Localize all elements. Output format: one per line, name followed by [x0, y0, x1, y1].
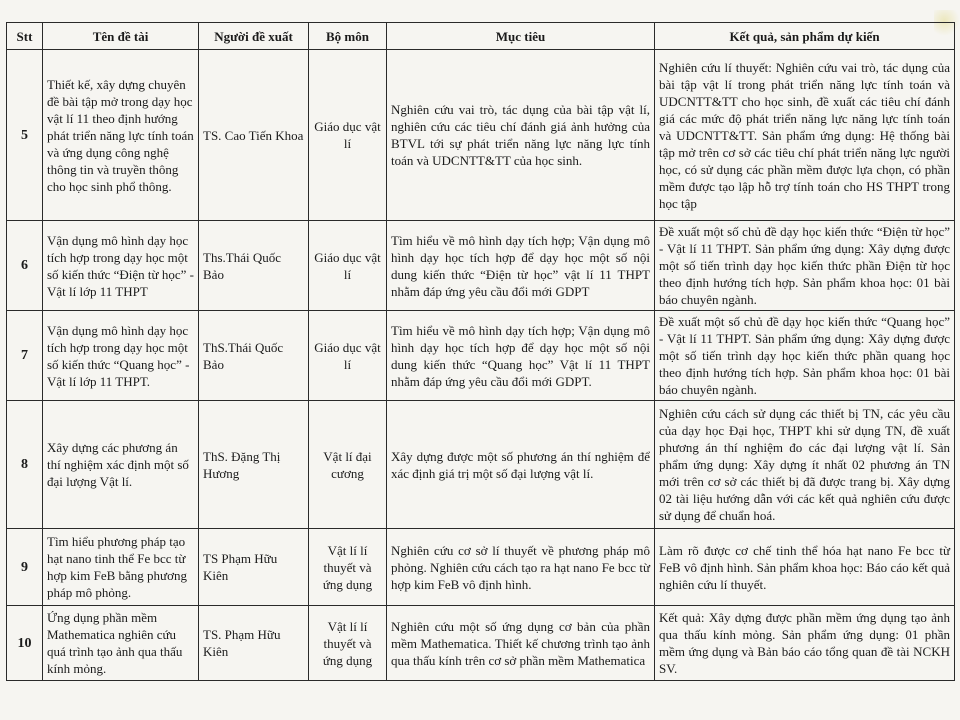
cell-result: Nghiên cứu lí thuyết: Nghiên cứu vai trò, tác dụng của bài tập vật lí trong phát triển năng lực tính toán và UDCNTT&TT cho học sinh, đề xuất các tiêu chí đánh giá các mức độ phát triển năng lực năng lực tính toán và UDCNTT&TT. Sản phẩm ứng dụng: Hệ thống bài tập mở trên cơ sở các tiêu chí phát triển năng lực người học, có sử dụng các phần mềm được lựa chọn, có phần mềm được tạo lập hỗ trợ tính toán cho HS THPT trong học tập	[655, 50, 955, 221]
header-subject: Bộ môn	[309, 23, 387, 50]
table-row	[7, 221, 955, 311]
cell-stt: 9	[7, 529, 43, 606]
cell-subject: Vật lí lí thuyết và ứng dụng	[309, 606, 387, 681]
cell-proposer: TS Phạm Hữu Kiên	[199, 529, 309, 606]
header-topic: Tên đề tài	[43, 23, 199, 50]
table-row	[7, 529, 955, 606]
cell-result: Làm rõ được cơ chế tinh thể hóa hạt nano Fe bcc từ FeB vô định hình. Sản phẩm khoa học: Báo cáo kết quả nghiên cứu lí thuyết.	[655, 529, 955, 606]
cell-proposer: TS. Phạm Hữu Kiên	[199, 606, 309, 681]
table-row	[7, 311, 955, 401]
cell-topic: Ứng dụng phần mềm Mathematica nghiên cứu quá trình tạo ảnh qua thấu kính mỏng.	[43, 606, 199, 681]
cell-result: Nghiên cứu cách sử dụng các thiết bị TN, các yêu cầu của dạy học Đại học, THPT khi sử dụng TN, đề xuất phương án thí nghiệm đo các đại lượng vật lí. Sản phẩm ứng dụng: Xây dựng ít nhất 02 phương án TN mới trên cơ sở các thiết bị đã được trang bị. Xây dựng 02 tài liệu hướng dẫn với các kết quả nghiên cứu được sử dụng để chuẩn hoá.	[655, 401, 955, 529]
cell-goal: Nghiên cứu một số ứng dụng cơ bản của phần mềm Mathematica. Thiết kế chương trình tạo ảnh qua thấu kính trên cơ sở phần mềm Mathematica	[387, 606, 655, 681]
header-stt: Stt	[7, 23, 43, 50]
cell-topic: Xây dựng các phương án thí nghiệm xác định một số đại lượng Vật lí.	[43, 401, 199, 529]
cell-proposer: ThS. Đặng Thị Hương	[199, 401, 309, 529]
cell-topic: Vận dụng mô hình dạy học tích hợp trong dạy học một số kiến thức “Điện từ học” - Vật lí lớp 11 THPT	[43, 221, 199, 311]
table-row	[7, 606, 955, 681]
cell-goal: Nghiên cứu vai trò, tác dụng của bài tập vật lí, nghiên cứu các tiêu chí đánh giá ảnh hưởng của BTVL tới sự phát triển năng lực năng lực tính toán và UDCNTT&TT của học sinh.	[387, 50, 655, 221]
cell-result: Đề xuất một số chủ đề dạy học kiến thức “Điện từ học” - Vật lí 11 THPT. Sản phẩm ứng dụng: Xây dựng được một số tiến trình dạy học kiến thức phần Điện từ học theo định hướng tích hợp. Sản phẩm khoa học: 01 bài báo chuyên ngành.	[655, 221, 955, 311]
cell-proposer: TS. Cao Tiến Khoa	[199, 50, 309, 221]
cell-subject: Giáo dục vật lí	[309, 50, 387, 221]
cell-proposer: ThS.Thái Quốc Bảo	[199, 311, 309, 401]
cell-subject: Giáo dục vật lí	[309, 311, 387, 401]
cell-subject: Giáo dục vật lí	[309, 221, 387, 311]
cell-stt: 5	[7, 50, 43, 221]
cell-subject: Vật lí đại cương	[309, 401, 387, 529]
cell-topic: Vận dụng mô hình dạy học tích hợp trong dạy học một số kiến thức “Quang học” - Vật lí lớp 11 THPT.	[43, 311, 199, 401]
cell-proposer: Ths.Thái Quốc Bảo	[199, 221, 309, 311]
cell-goal: Tìm hiểu về mô hình dạy tích hợp; Vận dụng mô hình dạy học tích hợp để dạy học một số nội dung kiến thức “Điện từ học” vật lí 11 THPT nhằm đáp ứng yêu cầu đổi mới GDPT	[387, 221, 655, 311]
table-row	[7, 401, 955, 529]
cell-topic: Tìm hiểu phương pháp tạo hạt nano tinh thể Fe bcc từ hợp kim FeB bằng phương pháp mô phỏng.	[43, 529, 199, 606]
cell-topic: Thiết kế, xây dựng chuyên đề bài tập mở trong dạy học vật lí 11 theo định hướng phát triển năng lực tính toán và ứng dụng công nghệ thông tin và truyền thông cho học sinh phổ thông.	[43, 50, 199, 221]
cell-goal: Xây dựng được một số phương án thí nghiệm để xác định giá trị một số đại lượng vật lí.	[387, 401, 655, 529]
cell-result: Đề xuất một số chủ đề dạy học kiến thức “Quang học” - Vật lí 11 THPT. Sản phẩm ứng dụng: Xây dựng được một số tiến trình dạy học kiến thức phần quang học theo định hướng tích hợp. Sản phẩm khoa học: 01 bài báo chuyên ngành.	[655, 311, 955, 401]
cell-stt: 8	[7, 401, 43, 529]
header-result: Kết quả, sản phẩm dự kiến	[655, 23, 955, 50]
table-row	[7, 50, 955, 221]
cell-stt: 7	[7, 311, 43, 401]
research-topics-table	[6, 22, 955, 681]
cell-goal: Nghiên cứu cơ sở lí thuyết về phương pháp mô phỏng. Nghiên cứu cách tạo ra hạt nano Fe bcc từ hợp kim FeB vô định hình.	[387, 529, 655, 606]
cell-subject: Vật lí lí thuyết và ứng dụng	[309, 529, 387, 606]
header-goal: Mục tiêu	[387, 23, 655, 50]
header-proposer: Người đề xuất	[199, 23, 309, 50]
cell-goal: Tìm hiểu về mô hình dạy tích hợp; Vận dụng mô hình dạy học tích hợp để dạy học một số nội dung kiến thức “Quang học” Vật lí 11 THPT nhằm đáp ứng yêu cầu đổi mới GDPT.	[387, 311, 655, 401]
cell-stt: 10	[7, 606, 43, 681]
header-row	[7, 23, 955, 50]
cell-stt: 6	[7, 221, 43, 311]
cell-result: Kết quả: Xây dựng được phần mềm ứng dụng tạo ảnh qua thấu kính mỏng. Sản phẩm ứng dụng: 01 phần mềm ứng dụng và Bản báo cáo tổng quan đề tài NCKH SV.	[655, 606, 955, 681]
